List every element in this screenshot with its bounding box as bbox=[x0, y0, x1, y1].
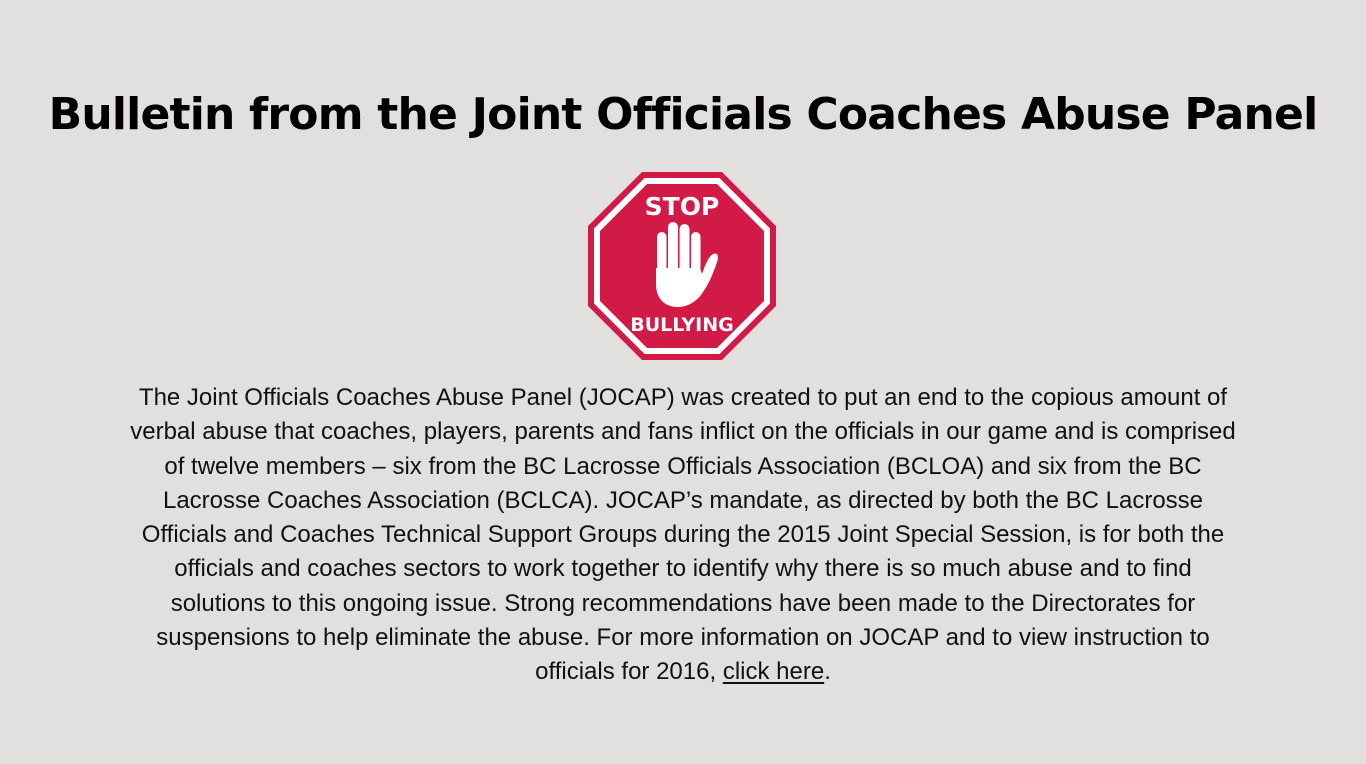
sign-bottom-text: BULLYING bbox=[630, 314, 734, 336]
sign-top-text: STOP bbox=[644, 192, 720, 221]
bulletin-body bbox=[128, 381, 1238, 690]
page-title: Bulletin from the Joint Officials Coaches Abuse Panel bbox=[48, 89, 1318, 140]
click-here-link[interactable]: click here bbox=[722, 658, 825, 686]
body-trailing: . bbox=[824, 658, 831, 686]
stop-bullying-sign-icon bbox=[586, 170, 778, 362]
body-paragraph: The Joint Officials Coaches Abuse Panel (JOCAP) was created to put an end to the copious amount of verbal abuse that coaches, players, parents and fans inflict on the officials in our game and is comprised of twelve members – six from the BC Lacrosse Officials Association (BCLOA) and six from the BC Lacrosse Coaches Association (BCLCA). JOCAP’s mandate, as directed by both the BC Lacrosse Officials and Coaches Technical Support Groups during the 2015 Joint Special Session, is for both the officials and coaches sectors to work together to identify why there is so much abuse and to find solutions to this ongoing issue. Strong recommendations have been made to the Directorates for suspensions to help eliminate the abuse. For more information on JOCAP and to view instruction to officials for 2016, bbox=[130, 384, 1236, 686]
